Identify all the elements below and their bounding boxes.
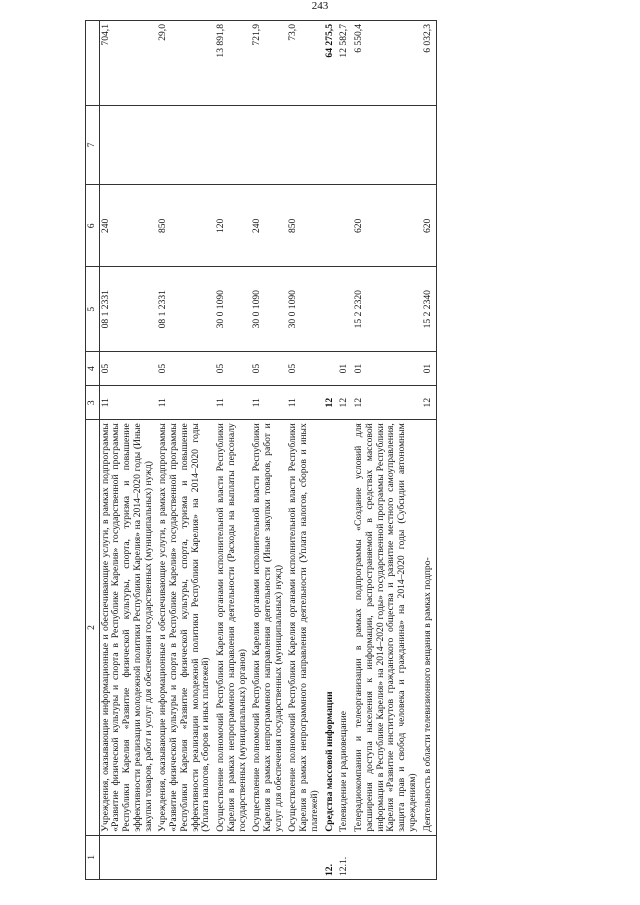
row-target-code: 30 0 1090 bbox=[215, 267, 251, 352]
row-section-code: 11 bbox=[287, 386, 323, 420]
row-expense-type-code: 620 bbox=[353, 185, 421, 267]
row-name: Осуществление полномочий Республики Карелия органами исполнительной власти Республики Карелия в рамках непрограммного направления деятельности (Уплата налогов, сборов и иных платежей) bbox=[287, 420, 323, 836]
row-col-7 bbox=[215, 105, 251, 185]
page-number: 243 bbox=[311, 0, 329, 12]
table-header-row bbox=[86, 21, 100, 880]
row-section-code: 11 bbox=[157, 386, 215, 420]
row-col-7 bbox=[338, 105, 353, 185]
row-subsection-code: 05 bbox=[251, 352, 287, 386]
header-col-2: 2 bbox=[86, 420, 100, 836]
row-section-code: 12 bbox=[324, 386, 339, 420]
row-name: Телерадиокомпании и телеорганизации в рамках подпрограммы «Создание условий для расширения доступа населения к информации, распространяемой в средствах массовой информации в Республике Карелия» на 2014–2020 годы» государственной программы Республики Карелия «Развитие институтов гражданского общества и развитие местного самоуправления, защита прав и свобод человека и гражданина» на 2014–2020 годы (Субсидии автономным учреждениям) bbox=[353, 420, 421, 836]
row-name: Учреждения, оказывающие информационные и обеспечивающие услуги, в рамках подпрограммы «Развитие физической культуры и спорта в Республике Карелия» государственной программы Республики Карелия «Развитие физической культуры, спорта, туризма и повышение эффективности реализации молодежной политики Республики Карелия» на 2014–2020 годы (Иные закупки товаров, работ и услуг для обеспечения государственных (муниципальных) нужд) bbox=[99, 420, 157, 836]
row-expense-type-code bbox=[324, 185, 339, 267]
row-name: Учреждения, оказывающие информационные и обеспечивающие услуги, в рамках подпрограммы «Развитие физической культуры и спорта в Республике Карелия» государственной программы Республики Карелия «Развитие физической культуры, спорта, туризма и повышение эффективности реализации молодежной политики Республики Карелия» на 2014–2020 годы (Уплата налогов, сборов и иных платежей) bbox=[157, 420, 215, 836]
row-target-code bbox=[324, 267, 339, 352]
table-row bbox=[324, 21, 339, 880]
row-target-code: 15 2 2320 bbox=[353, 267, 421, 352]
row-target-code: 08 1 2331 bbox=[99, 267, 157, 352]
table-row bbox=[422, 21, 437, 880]
row-expense-type-code: 240 bbox=[251, 185, 287, 267]
row-section-code: 11 bbox=[251, 386, 287, 420]
row-amount: 13 891,8 bbox=[215, 21, 251, 106]
table-body bbox=[99, 21, 437, 880]
header-col-3: 3 bbox=[86, 386, 100, 420]
row-amount: 12 582,7 bbox=[338, 21, 353, 106]
row-name: Осуществление полномочий Республики Карелия органами исполнительной власти Республики Карелия в рамках непрограммного направления деятельности (Иные закупки товаров, работ и услуг для обеспечения государственных (муниципальных) нужд) bbox=[251, 420, 287, 836]
row-expense-type-code: 850 bbox=[157, 185, 215, 267]
row-col-7 bbox=[157, 105, 215, 185]
header-col-4: 4 bbox=[86, 352, 100, 386]
table-row bbox=[251, 21, 287, 880]
row-name: Деятельность в области телевизионного вещания в рамках подпро- bbox=[422, 420, 437, 836]
row-number bbox=[353, 835, 421, 879]
row-number: 12. bbox=[324, 835, 339, 879]
row-expense-type-code: 240 bbox=[99, 185, 157, 267]
row-subsection-code: 05 bbox=[287, 352, 323, 386]
row-subsection-code: 01 bbox=[353, 352, 421, 386]
row-col-7 bbox=[251, 105, 287, 185]
row-amount: 73,0 bbox=[287, 21, 323, 106]
row-expense-type-code: 850 bbox=[287, 185, 323, 267]
row-number bbox=[251, 835, 287, 879]
row-target-code bbox=[338, 267, 353, 352]
row-target-code: 15 2 2340 bbox=[422, 267, 437, 352]
row-col-7 bbox=[353, 105, 421, 185]
header-col-6: 6 bbox=[86, 185, 100, 267]
table-row bbox=[353, 21, 421, 880]
row-subsection-code bbox=[324, 352, 339, 386]
row-number bbox=[99, 835, 157, 879]
row-subsection-code: 05 bbox=[215, 352, 251, 386]
row-amount: 6 550,4 bbox=[353, 21, 421, 106]
row-expense-type-code bbox=[338, 185, 353, 267]
table-row bbox=[215, 21, 251, 880]
table-row bbox=[157, 21, 215, 880]
row-number: 12.1. bbox=[338, 835, 353, 879]
header-col-5: 5 bbox=[86, 267, 100, 352]
table-row bbox=[99, 21, 157, 880]
row-subsection-code: 05 bbox=[157, 352, 215, 386]
row-col-7 bbox=[324, 105, 339, 185]
row-section-code: 12 bbox=[422, 386, 437, 420]
table-row bbox=[338, 21, 353, 880]
row-col-7 bbox=[422, 105, 437, 185]
header-col-7: 7 bbox=[86, 105, 100, 185]
header-col-sum bbox=[86, 21, 100, 106]
row-amount: 29,0 bbox=[157, 21, 215, 106]
row-expense-type-code: 620 bbox=[422, 185, 437, 267]
row-amount: 64 275,5 bbox=[324, 21, 339, 106]
row-amount: 721,9 bbox=[251, 21, 287, 106]
row-target-code: 30 0 1090 bbox=[251, 267, 287, 352]
row-number bbox=[157, 835, 215, 879]
row-name: Средства массовой информации bbox=[324, 420, 339, 836]
table-row bbox=[287, 21, 323, 880]
row-number bbox=[422, 835, 437, 879]
row-section-code: 11 bbox=[215, 386, 251, 420]
row-expense-type-code: 120 bbox=[215, 185, 251, 267]
row-target-code: 30 0 1090 bbox=[287, 267, 323, 352]
row-section-code: 12 bbox=[353, 386, 421, 420]
row-target-code: 08 1 2331 bbox=[157, 267, 215, 352]
row-amount: 6 032,3 bbox=[422, 21, 437, 106]
budget-table-sheet bbox=[85, 20, 633, 880]
row-subsection-code: 01 bbox=[338, 352, 353, 386]
row-number bbox=[287, 835, 323, 879]
row-amount: 704,1 bbox=[99, 21, 157, 106]
row-section-code: 12 bbox=[338, 386, 353, 420]
header-col-1: 1 bbox=[86, 835, 100, 879]
row-name: Телевидение и радиовещание bbox=[338, 420, 353, 836]
row-section-code: 11 bbox=[99, 386, 157, 420]
row-col-7 bbox=[99, 105, 157, 185]
row-col-7 bbox=[287, 105, 323, 185]
row-subsection-code: 01 bbox=[422, 352, 437, 386]
row-name: Осуществление полномочий Республики Карелия органами исполнительной власти Республики Карелия в рамках непрограммного направления деятельности (Расходы на выплаты персоналу государственных (муниципальных) органов) bbox=[215, 420, 251, 836]
budget-table bbox=[85, 20, 437, 880]
row-subsection-code: 05 bbox=[99, 352, 157, 386]
row-number bbox=[215, 835, 251, 879]
